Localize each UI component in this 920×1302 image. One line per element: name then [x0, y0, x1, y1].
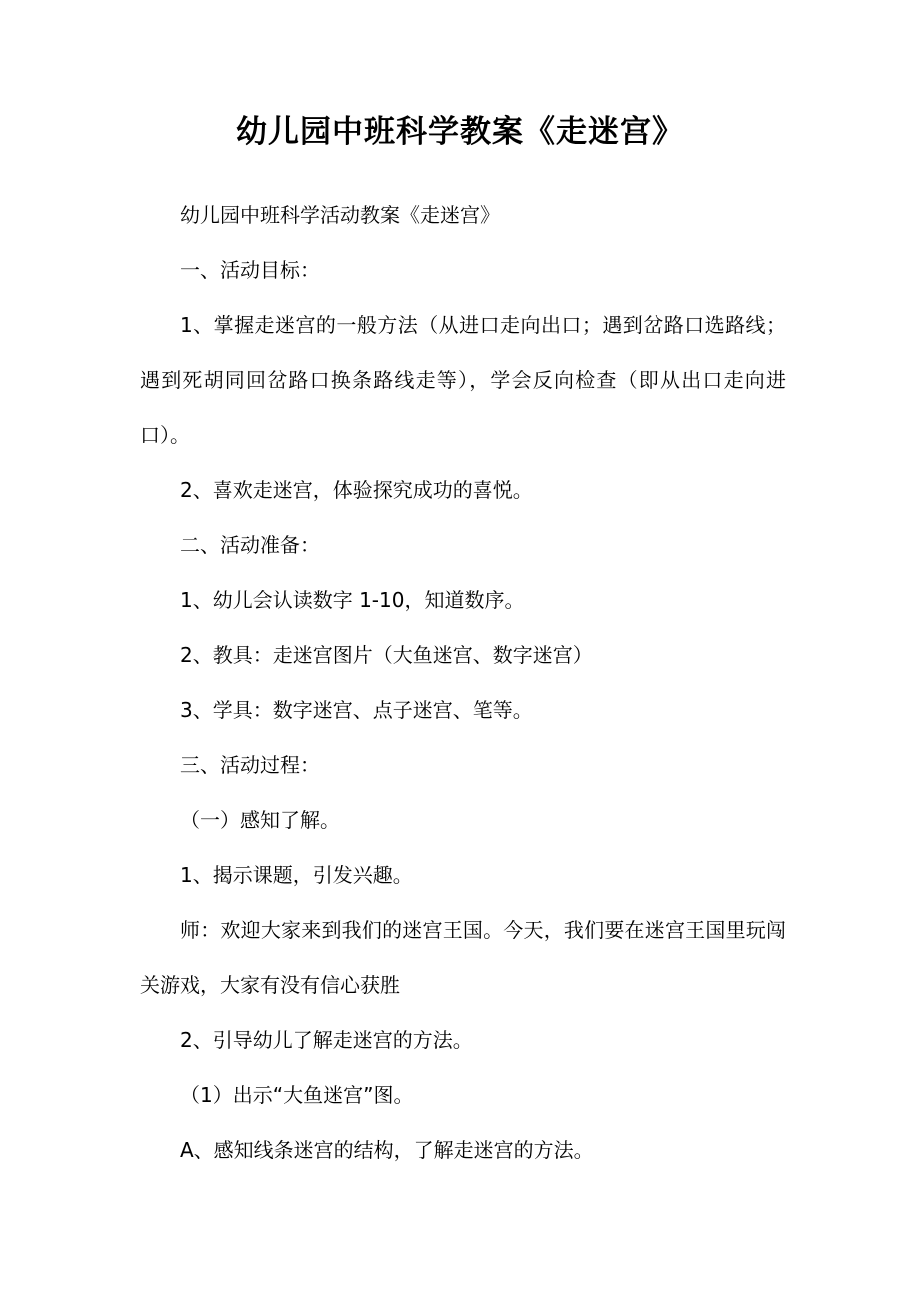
paragraph-teacher-speech: 师：欢迎大家来到我们的迷宫王国。今天，我们要在迷宫王国里玩闯关游戏，大家有没有信心获胜 [140, 918, 786, 997]
section-heading-process: 三、活动过程： [180, 753, 320, 777]
paragraph-step-2: 2、引导幼儿了解走迷宫的方法。 [180, 1028, 473, 1052]
document-body [140, 188, 786, 1178]
paragraph-goal-1: 1、掌握走迷宫的一般方法（从进口走向出口；遇到岔路口选路线；遇到死胡同回岔路口换条路线走等），学会反向检查（即从出口走向进口）。 [140, 313, 786, 447]
subsection-heading-perceive: （一）感知了解。 [180, 808, 340, 832]
paragraph-step-2-1: （1）出示“大鱼迷宫”图。 [180, 1083, 414, 1107]
paragraph-step-2-a: A、感知线条迷宫的结构，了解走迷宫的方法。 [180, 1138, 594, 1162]
paragraph-prep-1: 1、幼儿会认读数字 1-10，知道数序。 [180, 588, 525, 612]
paragraph-subtitle: 幼儿园中班科学活动教案《走迷宫》 [180, 203, 500, 227]
paragraph-prep-3: 3、学具：数字迷宫、点子迷宫、笔等。 [180, 698, 533, 722]
section-heading-goals: 一、活动目标： [180, 258, 320, 282]
document-title: 幼儿园中班科学教案《走迷宫》 [236, 114, 684, 150]
paragraph-step-1: 1、揭示课题，引发兴趣。 [180, 863, 413, 887]
paragraph-prep-2: 2、教具：走迷宫图片（大鱼迷宫、数字迷宫） [180, 643, 593, 667]
section-heading-preparation: 二、活动准备： [180, 533, 320, 557]
paragraph-goal-2: 2、喜欢走迷宫，体验探究成功的喜悦。 [180, 478, 533, 502]
